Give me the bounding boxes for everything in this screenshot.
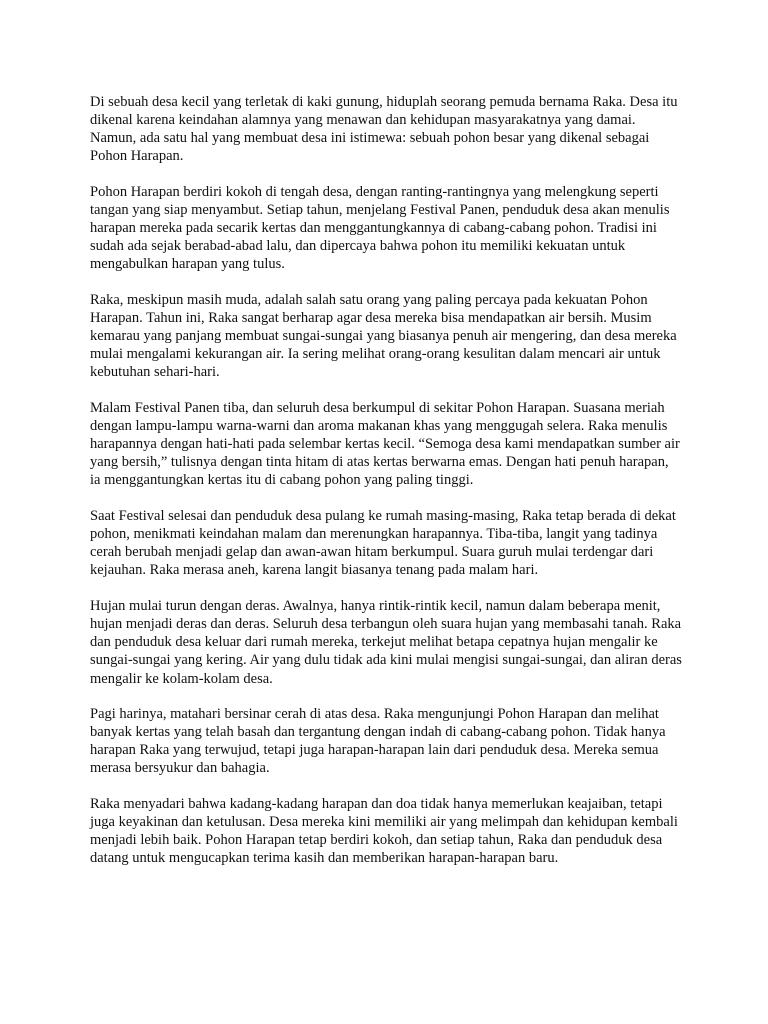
paragraph-3: Raka, meskipun masih muda, adalah salah satu orang yang paling percaya pada kekuatan Pohon Harapan. Tahun ini, Raka sangat berharap agar desa mereka bisa mendapatkan air bersih. Musim kemarau yang panjang membuat sungai-sungai yang biasanya penuh air mengering, dan desa mereka mulai mengalami kekurangan air. Ia sering melihat orang-orang kesulitan dalam mencari air untuk kebutuhan sehari-hari. [90,292,677,381]
paragraph-1: Di sebuah desa kecil yang terletak di kaki gunung, hiduplah seorang pemuda bernama Raka. Desa itu dikenal karena keindahan alamnya yang menawan dan kehidupan masyarakatnya yang damai. Namun, ada satu hal yang membuat desa ini istimewa: sebuah pohon besar yang dikenal sebagai Pohon Harapan. [90,94,678,165]
paragraph-5: Saat Festival selesai dan penduduk desa pulang ke rumah masing-masing, Raka tetap berada di dekat pohon, menikmati keindahan malam dan merenungkan harapannya. Tiba-tiba, langit yang tadinya cerah berubah menjadi gelap dan awan-awan hitam berkumpul. Suara guruh mulai terdengar dari kejauhan. Raka merasa aneh, karena langit biasanya tenang pada malam hari. [90,508,676,579]
paragraph-7: Pagi harinya, matahari bersinar cerah di atas desa. Raka mengunjungi Pohon Harapan dan melihat banyak kertas yang telah basah dan tergantung dengan indah di cabang-cabang pohon. Tidak hanya harapan Raka yang terwujud, tetapi juga harapan-harapan lain dari penduduk desa. Mereka semua merasa bersyukur dan bahagia. [90,706,666,777]
paragraph-4: Malam Festival Panen tiba, dan seluruh desa berkumpul di sekitar Pohon Harapan. Suasana meriah dengan lampu-lampu warna-warni dan aroma makanan khas yang menggugah selera. Raka menulis harapannya dengan hati-hati pada selembar kertas kecil. “Semoga desa kami mendapatkan sumber air yang bersih,” tulisnya dengan tinta hitam di atas kertas berwarna emas. Dengan hati penuh harapan, ia menggantungkan kertas itu di cabang pohon yang paling tinggi. [90,400,680,489]
document-body [90,93,682,885]
paragraph-8: Raka menyadari bahwa kadang-kadang harapan dan doa tidak hanya memerlukan keajaiban, tetapi juga keyakinan dan ketulusan. Desa mereka kini memiliki air yang melimpah dan kehidupan kembali menjadi lebih baik. Pohon Harapan tetap berdiri kokoh, dan setiap tahun, Raka dan penduduk desa datang untuk mengucapkan terima kasih dan memberikan harapan-harapan baru. [90,796,678,867]
paragraph-2: Pohon Harapan berdiri kokoh di tengah desa, dengan ranting-rantingnya yang melengkung seperti tangan yang siap menyambut. Setiap tahun, menjelang Festival Panen, penduduk desa akan menulis harapan mereka pada secarik kertas dan menggantungkannya di cabang-cabang pohon. Tradisi ini sudah ada sejak berabad-abad lalu, dan dipercaya bahwa pohon itu memiliki kekuatan untuk mengabulkan harapan yang tulus. [90,183,670,273]
paragraph-6: Hujan mulai turun dengan deras. Awalnya, hanya rintik-rintik kecil, namun dalam beberapa menit, hujan menjadi deras dan deras. Seluruh desa terbangun oleh suara hujan yang membasahi tanah. Raka dan penduduk desa keluar dari rumah mereka, terkejut melihat betapa cepatnya hujan mengalir ke sungai-sungai yang kering. Air yang dulu tidak ada kini mulai mengisi sungai-sungai, dan aliran deras mengalir ke kolam-kolam desa. [90,598,682,687]
